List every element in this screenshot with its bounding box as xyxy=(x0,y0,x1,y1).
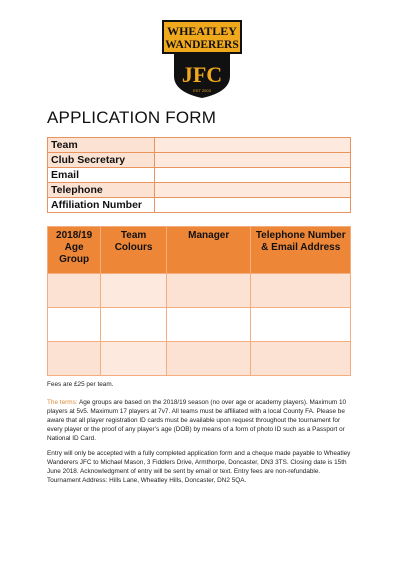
telephone-label: Telephone xyxy=(48,183,155,198)
email-label: Email xyxy=(48,168,155,183)
details-table xyxy=(47,137,351,213)
page-title: APPLICATION FORM xyxy=(47,108,217,127)
crest-monogram: JFC xyxy=(181,62,223,87)
terms-paragraph xyxy=(47,398,357,443)
telephone-email-header: Telephone Number & Email Address xyxy=(251,227,351,274)
team-colours-cell[interactable] xyxy=(101,274,167,308)
team-colours-header: Team Colours xyxy=(101,227,167,274)
telephone-email-cell[interactable] xyxy=(251,308,351,342)
terms-label: The terms: xyxy=(47,399,78,406)
telephone-email-cell[interactable] xyxy=(251,342,351,376)
club-crest-logo xyxy=(158,12,246,100)
team-colours-cell[interactable] xyxy=(101,308,167,342)
entry-text: Entry will only be accepted with a fully completed application form and a cheque made payable to Wheatley Wanderers JFC to Michael Mason, 3 Fiddlers Drive, Armthorpe, Doncaster, DN3 3TS. Closing date is 15th June 2018. Acknowledgment of entry will be sent by email or text. Entry fees are non-refundable. xyxy=(47,450,351,475)
age-group-cell[interactable] xyxy=(48,274,101,308)
details-row-telephone xyxy=(48,183,351,198)
affiliation-number-label: Affiliation Number xyxy=(48,198,155,213)
telephone-field[interactable] xyxy=(155,183,351,198)
age-group-cell[interactable] xyxy=(48,308,101,342)
manager-header: Manager xyxy=(166,227,251,274)
crest-est: EST 2003 xyxy=(193,88,211,93)
teams-table xyxy=(47,226,351,376)
crest-line2: WANDERERS xyxy=(165,39,239,51)
team-colours-cell[interactable] xyxy=(101,342,167,376)
club-secretary-field[interactable] xyxy=(155,153,351,168)
table-row xyxy=(48,274,351,308)
age-group-cell[interactable] xyxy=(48,342,101,376)
entry-paragraph xyxy=(47,449,357,485)
crest-line1: WHEATLEY xyxy=(167,24,237,38)
club-secretary-label: Club Secretary xyxy=(48,153,155,168)
team-label: Team xyxy=(48,138,155,153)
details-row-email xyxy=(48,168,351,183)
details-row-affiliation xyxy=(48,198,351,213)
affiliation-number-field[interactable] xyxy=(155,198,351,213)
table-row xyxy=(48,342,351,376)
telephone-email-cell[interactable] xyxy=(251,274,351,308)
manager-cell[interactable] xyxy=(166,342,251,376)
email-field[interactable] xyxy=(155,168,351,183)
age-group-header: 2018/19 Age Group xyxy=(48,227,101,274)
details-row-team xyxy=(48,138,351,153)
tournament-address: Tournament Address: Hills Lane, Wheatley Hills, Doncaster, DN2 5QA. xyxy=(47,477,247,484)
terms-text: Age groups are based on the 2018/19 season (no over age or academy players). Maximum 10 players at 5v5. Maximum 17 players at 7v7. All teams must be affiliated with a local County FA. Please be aware that all player registration ID cards must be available upon request throughout the tournament for every player or the proof of any player’s age (DOB) by means of a form of photo ID such as a Passport or National ID Card. xyxy=(47,399,347,442)
team-field[interactable] xyxy=(155,138,351,153)
manager-cell[interactable] xyxy=(166,308,251,342)
table-row xyxy=(48,308,351,342)
teams-header-row xyxy=(48,227,351,274)
manager-cell[interactable] xyxy=(166,274,251,308)
details-row-secretary xyxy=(48,153,351,168)
fees-text: Fees are £25 per team. xyxy=(47,381,114,388)
